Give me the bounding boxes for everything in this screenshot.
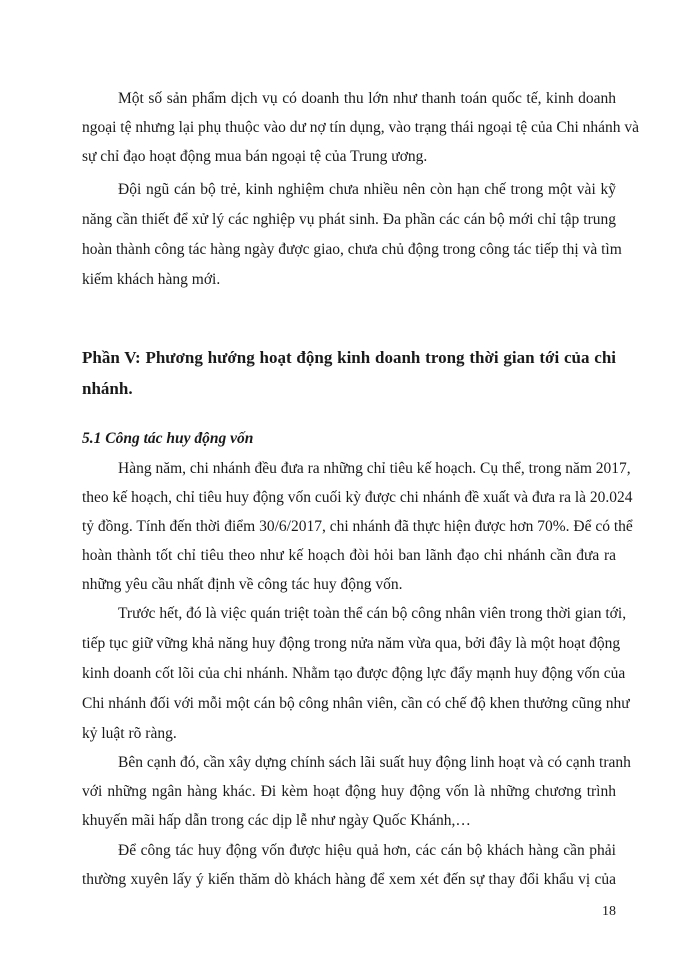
paragraph-1-line-1: Một số sản phẩm dịch vụ có doanh thu lớn như thanh toán quốc tế, kinh doanh	[118, 90, 616, 107]
paragraph-2-line-4: kiếm khách hàng mới.	[82, 271, 221, 288]
paragraph-5-line-3: khuyến mãi hấp dẫn trong các dịp lễ như ngày Quốc Khánh,…	[82, 812, 471, 829]
paragraph-4-line-1: Trước hết, đó là việc quán triệt toàn thể cán bộ công nhân viên trong thời gian tới,	[118, 605, 627, 622]
section-heading-line-2: nhánh.	[82, 379, 133, 398]
paragraph-6-line-2: thường xuyên lấy ý kiến thăm dò khách hàng để xem xét đến sự thay đổi khẩu vị của	[82, 871, 616, 888]
paragraph-3-line-5: những yêu cầu nhất định về công tác huy động vốn.	[82, 576, 403, 593]
paragraph-3-line-4: hoàn thành tốt chỉ tiêu theo như kế hoạch đòi hỏi ban lãnh đạo chi nhánh cần đưa ra	[82, 547, 616, 564]
paragraph-1-line-2: ngoại tệ nhưng lại phụ thuộc vào dư nợ tín dụng, vào trạng thái ngoại tệ của Chi nhánh và	[82, 119, 640, 136]
paragraph-6-line-1: Để công tác huy động vốn được hiệu quả hơn, các cán bộ khách hàng cần phải	[118, 842, 616, 859]
paragraph-1-line-3: sự chỉ đạo hoạt động mua bán ngoại tệ của Trung ương.	[82, 148, 428, 165]
paragraph-2-line-2: năng cần thiết để xử lý các nghiệp vụ phát sinh. Đa phần các cán bộ mới chỉ tập trung	[82, 211, 616, 228]
section-heading-line-1: Phần V: Phương hướng hoạt động kinh doanh trong thời gian tới của chi	[82, 348, 616, 367]
page-number: 18	[602, 904, 616, 919]
paragraph-3-line-1: Hàng năm, chi nhánh đều đưa ra những chỉ tiêu kế hoạch. Cụ thể, trong năm 2017,	[118, 460, 631, 477]
paragraph-4-line-4: Chi nhánh đối với mỗi một cán bộ công nhân viên, cần có chế độ khen thưởng cũng như	[82, 695, 630, 712]
paragraph-3-line-3: tỷ đồng. Tính đến thời điểm 30/6/2017, chi nhánh đã thực hiện được hơn 70%. Để có thể	[82, 518, 633, 535]
paragraph-3-line-2: theo kế hoạch, chỉ tiêu huy động vốn cuối kỳ được chi nhánh đề xuất và đưa ra là 20.024	[82, 489, 633, 506]
subsection-heading: 5.1 Công tác huy động vốn	[82, 430, 254, 447]
paragraph-5-line-2: với những ngân hàng khác. Đi kèm hoạt động huy động vốn là những chương trình	[82, 783, 616, 800]
paragraph-2-line-1: Đội ngũ cán bộ trẻ, kinh nghiệm chưa nhiều nên còn hạn chế trong một vài kỹ	[118, 181, 616, 198]
paragraph-5-line-1: Bên cạnh đó, cần xây dựng chính sách lãi suất huy động linh hoạt và có cạnh tranh	[118, 754, 631, 771]
paragraph-4-line-2: tiếp tục giữ vững khả năng huy động trong nửa năm vừa qua, bởi đây là một hoạt động	[82, 635, 621, 652]
paragraph-4-line-3: kinh doanh cốt lõi của chi nhánh. Nhằm tạo được động lực đẩy mạnh huy động vốn của	[82, 665, 626, 682]
paragraph-4-line-5: kỷ luật rõ ràng.	[82, 725, 177, 742]
paragraph-2-line-3: hoàn thành công tác hàng ngày được giao, chưa chủ động trong công tác tiếp thị và tìm	[82, 241, 622, 258]
